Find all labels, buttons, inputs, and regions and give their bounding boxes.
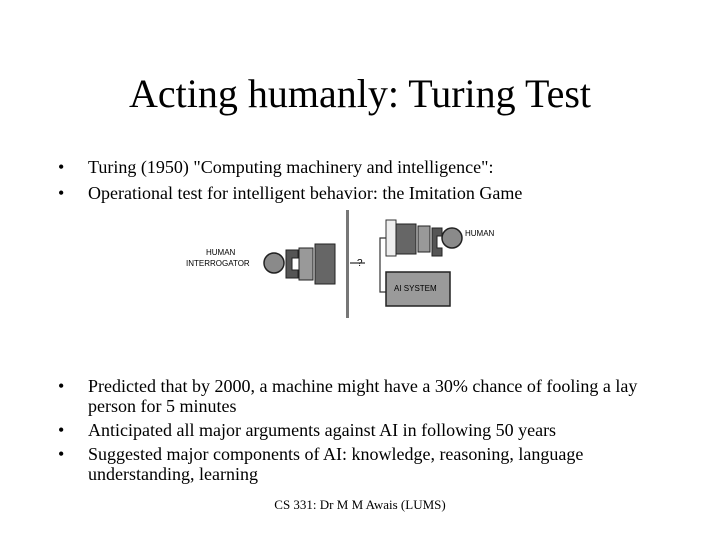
ai-system-label: AI SYSTEM xyxy=(394,284,437,293)
human-body-icon xyxy=(432,228,442,256)
main-bullet-text: Anticipated all major arguments against AI in following 50 years xyxy=(88,420,557,440)
bullet-icon: • xyxy=(58,444,65,464)
main-bullet-item xyxy=(58,444,668,484)
intro-bullet-list xyxy=(58,157,668,209)
interrogator-label-line1: HUMAN xyxy=(206,248,236,257)
interrogator-body-icon xyxy=(286,250,298,278)
main-bullet-item xyxy=(58,420,668,440)
main-bullet-list xyxy=(58,376,668,488)
divider-wall xyxy=(346,210,349,318)
main-bullet-text: Suggested major components of AI: knowledge, reasoning, language understanding, learning xyxy=(88,444,584,484)
turing-test-diagram xyxy=(180,210,510,320)
slide-footer: CS 331: Dr M M Awais (LUMS) xyxy=(274,497,446,512)
main-bullet-text: Predicted that by 2000, a machine might have a 30% chance of fooling a lay person for 5 minutes xyxy=(88,376,638,416)
human-desk-icon xyxy=(386,220,396,256)
bullet-icon: • xyxy=(58,157,65,177)
human-label: HUMAN xyxy=(465,229,495,238)
intro-bullet-text: Operational test for intelligent behavior: the Imitation Game xyxy=(88,183,523,203)
human-head-icon xyxy=(442,228,462,248)
bullet-icon: • xyxy=(58,376,65,396)
question-mark: ? xyxy=(357,258,363,269)
bullet-icon: • xyxy=(58,183,65,203)
bullet-icon: • xyxy=(58,420,65,440)
interrogator-head-icon xyxy=(264,253,284,273)
connector-lines xyxy=(350,238,386,292)
intro-bullet-item xyxy=(58,157,668,177)
interrogator-terminal-icon xyxy=(299,248,313,280)
main-bullet-item xyxy=(58,376,668,416)
interrogator-screen-icon xyxy=(315,244,335,284)
intro-bullet-item xyxy=(58,183,668,203)
human-keyboard-icon xyxy=(418,226,430,252)
interrogator-label-line2: INTERROGATOR xyxy=(186,259,250,268)
human-terminal-icon xyxy=(396,224,416,254)
intro-bullet-text: Turing (1950) "Computing machinery and intelligence": xyxy=(88,157,494,177)
slide-title: Acting humanly: Turing Test xyxy=(128,71,592,116)
